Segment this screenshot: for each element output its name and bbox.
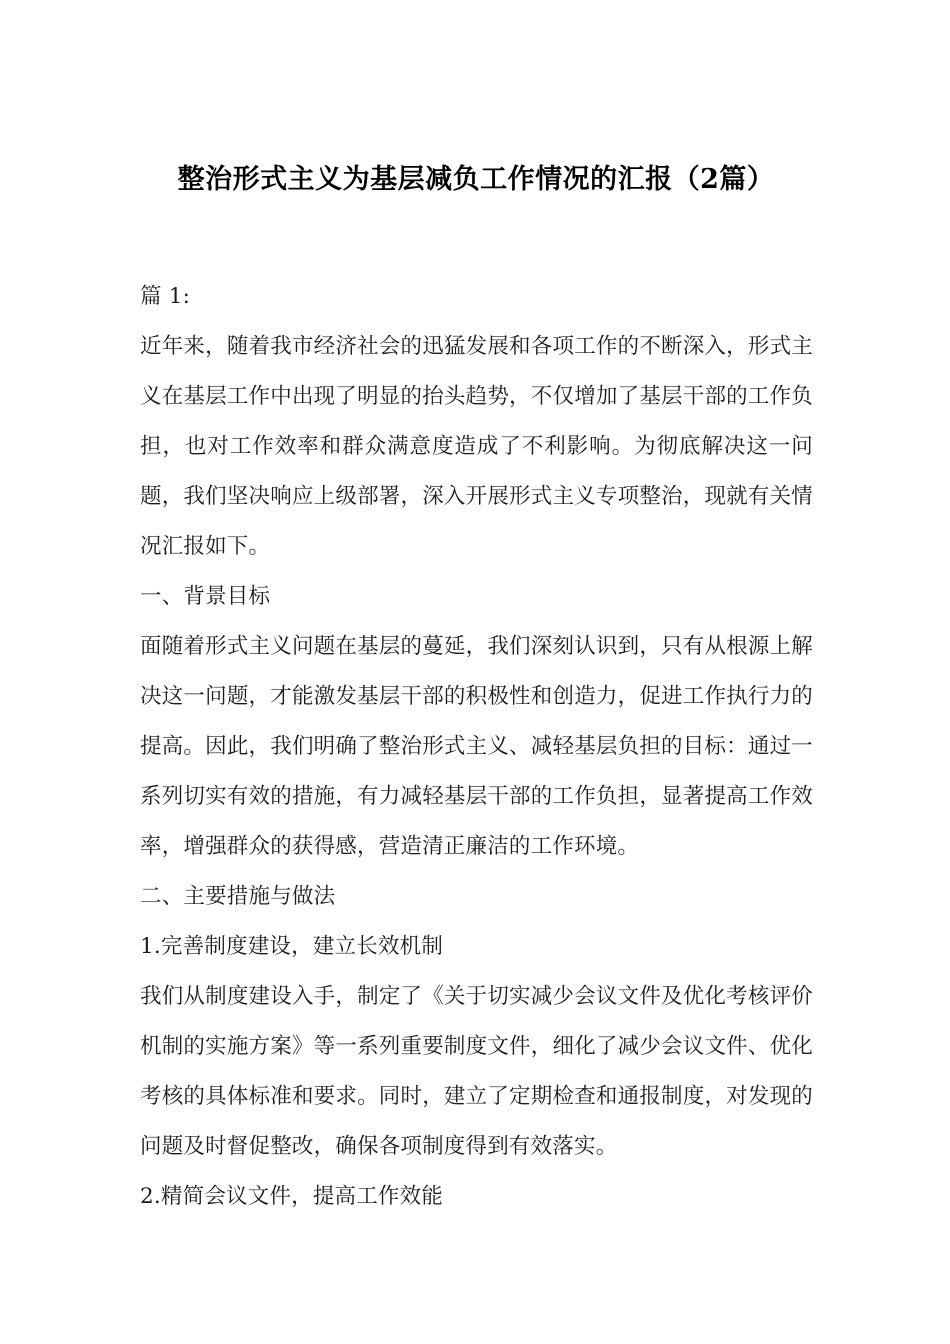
- subsection-heading-two-two: 2.精简会议文件，提高工作效能: [140, 1184, 444, 1209]
- section-one-body: 面随着形式主义问题在基层的蔓延，我们深刻认识到，只有从根源上解决这一问题，才能激发基层干部的积极性和创造力，促进工作执行力的提高。因此，我们明确了整治形式主义、减轻基层负担的目标：通过一系列切实有效的措施，有力减轻基层干部的工作负担，显著提高工作效率，增强群众的获得感，营造清正廉洁的工作环境。: [140, 634, 813, 859]
- section-heading-two: 二、主要措施与做法: [140, 884, 336, 909]
- piece-label: 篇 1:: [140, 284, 191, 309]
- subsection-heading-two-one: 1.完善制度建设，建立长效机制: [140, 934, 444, 959]
- subsection-two-one-body: 我们从制度建设入手，制定了《关于切实减少会议文件及优化考核评价机制的实施方案》等一系列重要制度文件，细化了减少会议文件、优化考核的具体标准和要求。同时，建立了定期检查和通报制度，对发现的问题及时督促整改，确保各项制度得到有效落实。: [140, 984, 813, 1159]
- document-body: [140, 272, 813, 1222]
- page-title: 整治形式主义为基层减负工作情况的汇报（2篇）: [177, 164, 775, 195]
- section-heading-one: 一、背景目标: [140, 584, 271, 609]
- intro-paragraph: 近年来，随着我市经济社会的迅猛发展和各项工作的不断深入，形式主义在基层工作中出现了明显的抬头趋势，不仅增加了基层干部的工作负担，也对工作效率和群众满意度造成了不利影响。为彻底解决这一问题，我们坚决响应上级部署，深入开展形式主义专项整治，现就有关情况汇报如下。: [140, 334, 813, 559]
